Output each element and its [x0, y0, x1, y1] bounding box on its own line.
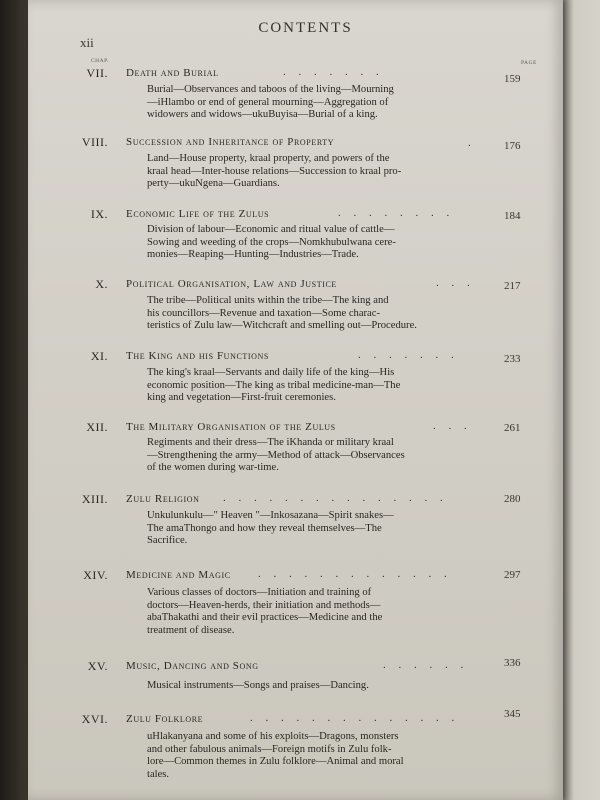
chapter-summary: The tribe—Political units within the tribe—The king and his councillors—Revenue and taxation—Some charac- teristics of Zulu law—Witchcraft and smelling out—Procedure. — [147, 295, 417, 332]
chapter-summary: Land—House property, kraal property, and powers of the kraal head—Inter-house relations—Succession to kraal pro- perty—ukuNgena—Guardians. — [147, 153, 402, 190]
dot-leaders: . . . . . . . . . . . . . . . — [223, 492, 448, 504]
chapter-title: Music, Dancing and Song — [126, 660, 259, 672]
chapter-title: The King and his Functions — [126, 350, 269, 362]
chapter-number: XV. — [87, 659, 108, 673]
chapter-page: 261 — [504, 422, 521, 434]
chapter-number: XVI. — [81, 712, 108, 726]
chapter-title: Death and Burial — [126, 67, 219, 79]
chapter-page: 336 — [504, 657, 521, 669]
chapter-summary: uHlakanyana and some of his exploits—Dragons, monsters and other fabulous animals—Foreign motifs in Zulu folk- lore—Common themes in Zulu folklore—Animal and moral tales. — [147, 731, 404, 780]
page-title: CONTENTS — [258, 20, 353, 36]
chapter-number: XIII. — [81, 492, 108, 506]
chapter-title: Economic Life of the Zulus — [126, 208, 270, 220]
chapter-number: VII. — [86, 66, 108, 80]
chapter-page: 233 — [504, 353, 521, 365]
chapter-number: X. — [95, 277, 108, 291]
book-spine-shadow — [0, 0, 28, 800]
chapter-page: 217 — [504, 280, 521, 292]
page-column-label: PAGE — [521, 60, 537, 66]
dot-leaders: . — [468, 137, 476, 149]
chapter-number: IX. — [90, 207, 108, 221]
chapter-summary: The king's kraal—Servants and daily life of the king—His economic position—The king as tribal medicine-man—The king and vegetation—First-fruit ceremonies. — [147, 367, 401, 404]
page-number: xii — [80, 35, 94, 50]
contents-page — [28, 0, 563, 800]
chapter-page: 345 — [504, 708, 521, 720]
chapter-number: XIV. — [83, 568, 108, 582]
chapter-page: 176 — [504, 140, 521, 152]
chapter-summary: Unkulunkulu—" Heaven "—Inkosazana—Spirit snakes— The amaThongo and how they reveal themselves—The Sacrifice. — [147, 510, 394, 547]
dot-leaders: . . . — [433, 420, 472, 432]
dot-leaders: . . . . . . . . . . . . . — [258, 568, 452, 580]
chapter-summary: Division of labour—Economic and ritual value of cattle— Sowing and weeding of the crops—Nomkhubulwana cere- monies—Reaping—Hunting—Industries—Trade. — [147, 224, 396, 261]
dot-leaders: . . . . . . . . . . . . . . — [250, 712, 460, 724]
dot-leaders: . . . . . . . — [283, 66, 384, 78]
chapter-page: 280 — [504, 493, 521, 505]
chapter-title: Political Organisation, Law and Justice — [126, 278, 337, 290]
chapter-page: 159 — [504, 73, 521, 85]
chapter-title: Succession and Inheritance of Property — [126, 136, 335, 148]
chapter-number: XII. — [86, 420, 108, 434]
chapter-title: Medicine and Magic — [126, 569, 231, 581]
chapter-page: 297 — [504, 569, 521, 581]
dot-leaders: . . . — [436, 277, 475, 289]
chapter-column-label: CHAP. — [91, 58, 109, 64]
chapter-summary: Regiments and their dress—The iKhanda or military kraal —Strengthening the army—Method of attack—Observances of the women during war-time. — [147, 437, 405, 474]
chapter-title: The Military Organisation of the Zulus — [126, 421, 336, 433]
chapter-page: 184 — [504, 210, 521, 222]
chapter-title: Zulu Religion — [126, 493, 200, 505]
facing-page-edge — [563, 0, 600, 800]
chapter-title: Zulu Folklore — [126, 713, 204, 725]
dot-leaders: . . . . . . . . — [338, 207, 455, 219]
chapter-summary: Musical instruments—Songs and praises—Dancing. — [147, 680, 369, 691]
chapter-number: XI. — [90, 349, 108, 363]
dot-leaders: . . . . . . — [383, 659, 469, 671]
chapter-summary: Various classes of doctors—Initiation and training of doctors—Heaven-herds, their initiation and methods— abaThakathi and their evil practices—Medicine and the treatment of disease. — [147, 587, 383, 636]
chapter-number: VIII. — [81, 135, 108, 149]
chapter-summary: Burial—Observances and taboos of the living—Mourning —iHlambo or end of general mourning—Aggregation of widowers and widows—ukuBuyisa—Burial of a king. — [147, 84, 394, 121]
dot-leaders: . . . . . . . — [358, 349, 459, 361]
